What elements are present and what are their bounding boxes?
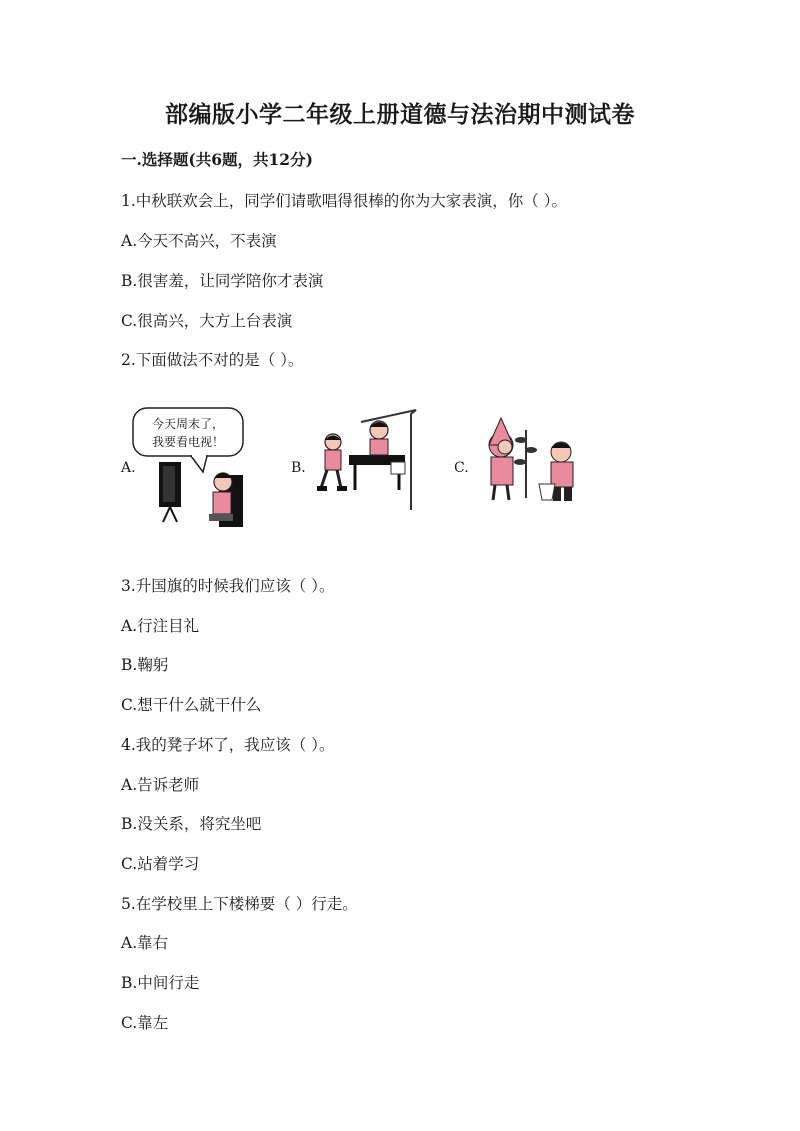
section-heading: 一.选择题(共6题，共12分) <box>121 150 313 169</box>
question-4-option-a: A.告诉老师 <box>121 776 200 794</box>
question-4-option-b: B.没关系，将究坐吧 <box>121 815 262 833</box>
kids-cleaning-illustration <box>317 410 416 510</box>
question-2-illustrations <box>121 400 621 535</box>
picture-option-b-label: B. <box>291 460 306 476</box>
question-2-stem: 2.下面做法不对的是（ ）。 <box>121 351 304 369</box>
tv-illustration <box>159 462 181 522</box>
question-5-option-b: B.中间行走 <box>121 974 200 992</box>
picture-option-c-label: C. <box>454 460 469 476</box>
picture-option-a-label: A. <box>121 460 136 476</box>
question-3-option-b: B.鞠躬 <box>121 656 169 674</box>
speech-bubble <box>133 408 243 472</box>
page-title: 部编版小学二年级上册道德与法治期中测试卷 <box>165 101 635 128</box>
question-4-stem: 4.我的凳子坏了，我应该（ ）。 <box>121 736 335 754</box>
question-1-option-c: C.很高兴，大方上台表演 <box>121 312 293 330</box>
question-5-stem: 5.在学校里上下楼梯要（ ）行走。 <box>121 895 358 913</box>
question-4-option-c: C.站着学习 <box>121 855 200 873</box>
question-5-option-c: C.靠左 <box>121 1014 169 1032</box>
bubble-line-2: 我要看电视！ <box>151 435 225 449</box>
question-3-option-a: A.行注目礼 <box>121 617 200 635</box>
question-3-stem: 3.升国旗的时候我们应该（ ）。 <box>121 577 335 595</box>
question-3-option-c: C.想干什么就干什么 <box>121 696 262 714</box>
kids-planting-illustration <box>489 418 573 501</box>
question-1-option-b: B.很害羞，让同学陪你才表演 <box>121 272 324 290</box>
question-1-option-a: A.今天不高兴，不表演 <box>121 232 277 250</box>
question-1-stem: 1.中秋联欢会上，同学们请歌唱得很棒的你为大家表演，你（ ）。 <box>121 192 567 210</box>
bubble-line-1: 今天周末了， <box>151 417 225 431</box>
boy-watching-tv <box>209 473 243 527</box>
question-5-option-a: A.靠右 <box>121 934 169 952</box>
question-2-pictures <box>121 400 621 535</box>
